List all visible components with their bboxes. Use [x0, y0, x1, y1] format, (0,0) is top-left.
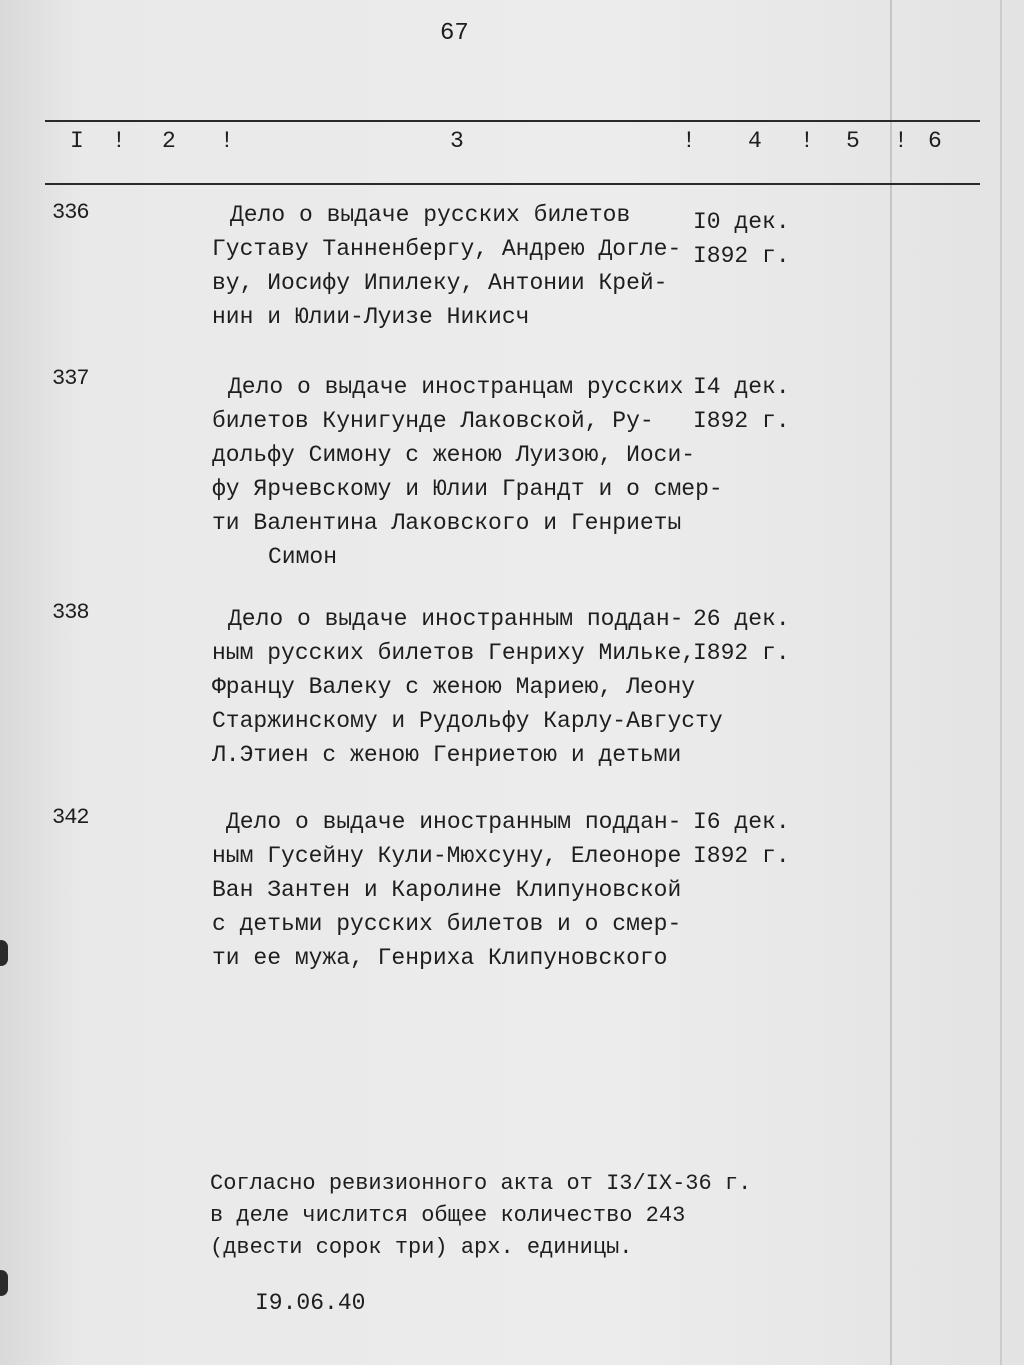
entry-line: ву, Иосифу Ипилеку, Антонии Крей- — [212, 270, 668, 296]
revision-note — [210, 1168, 751, 1264]
entry-description — [212, 602, 723, 772]
binding-hole — [0, 940, 8, 966]
date-year: I892 г. — [693, 243, 790, 269]
table-header-bottom-rule — [45, 183, 980, 185]
entry-line: Дело о выдаче иностранцам русских — [228, 374, 684, 400]
signature-date: I9.06.40 — [255, 1290, 366, 1316]
column-header-4: 4 — [748, 128, 762, 154]
entry-line: Францу Валеку с женою Мариею, Леону — [212, 674, 696, 700]
date-day: I6 дек. — [693, 809, 790, 835]
note-line: в деле числится общее количество 243 — [210, 1203, 686, 1228]
entry-date — [693, 370, 790, 438]
entry-line: Дело о выдаче иностранным поддан- — [228, 606, 684, 632]
note-line: (двести сорок три) арх. единицы. — [210, 1235, 633, 1260]
column-header-5: 5 — [846, 128, 860, 154]
entry-description — [212, 370, 723, 574]
entry-line: билетов Кунигунде Лаковской, Ру- — [212, 408, 654, 434]
entry-number: 338 — [52, 600, 89, 625]
column-separator: ! — [220, 128, 234, 154]
entry-line: Дело о выдаче иностранным поддан- — [226, 809, 682, 835]
column-separator: ! — [800, 128, 814, 154]
column-separator: ! — [112, 128, 126, 154]
note-line: Согласно ревизионного акта от I3/IX-36 г. — [210, 1171, 752, 1196]
column-header-1: I — [70, 128, 84, 154]
date-day: 26 дек. — [693, 606, 790, 632]
entry-description — [212, 805, 706, 975]
binding-hole — [0, 1270, 8, 1296]
entry-date — [693, 805, 790, 873]
date-day: I4 дек. — [693, 374, 790, 400]
entry-line: ным русских билетов Генриху Мильке, — [212, 640, 696, 666]
entry-line: Ван Зантен и Каролине Клипуновской — [212, 877, 682, 903]
entry-line: Симон — [268, 544, 338, 570]
column-header-6: 6 — [928, 128, 942, 154]
column-header-3: 3 — [450, 128, 464, 154]
margin-line-right — [1000, 0, 1002, 1365]
margin-line — [890, 0, 892, 1365]
entry-line: нин и Юлии-Луизе Никисч — [212, 304, 530, 330]
entry-number: 342 — [52, 805, 89, 830]
column-separator: ! — [894, 128, 908, 154]
column-header-2: 2 — [162, 128, 176, 154]
entry-number: 336 — [52, 200, 89, 225]
entry-date — [693, 602, 790, 670]
date-year: I892 г. — [693, 640, 790, 666]
column-separator: ! — [682, 128, 696, 154]
table-header-top-rule — [45, 120, 980, 122]
page-number: 67 — [440, 20, 469, 47]
entry-date — [693, 205, 790, 273]
date-day: I0 дек. — [693, 209, 790, 235]
date-year: I892 г. — [693, 408, 790, 434]
date-year: I892 г. — [693, 843, 790, 869]
entry-line: ти ее мужа, Генриха Клипуновского — [212, 945, 668, 971]
entry-line: фу Ярчевскому и Юлии Грандт и о смер- — [212, 476, 723, 502]
entry-line: ным Гусейну Кули-Мюхсуну, Елеоноре — [212, 843, 682, 869]
entry-line: Густаву Танненбергу, Андрею Догле- — [212, 236, 682, 262]
entry-line: Дело о выдаче русских билетов — [230, 202, 631, 228]
entry-description — [212, 198, 710, 334]
entry-line: дольфу Симону с женою Луизою, Иоси- — [212, 442, 696, 468]
entry-line: Л.Этиен с женою Генриетою и детьми — [212, 742, 682, 768]
entry-line: Старжинскому и Рудольфу Карлу-Августу — [212, 708, 723, 734]
entry-number: 337 — [52, 366, 89, 391]
entry-line: с детьми русских билетов и о смер- — [212, 911, 682, 937]
entry-line: ти Валентина Лаковского и Генриеты — [212, 510, 682, 536]
